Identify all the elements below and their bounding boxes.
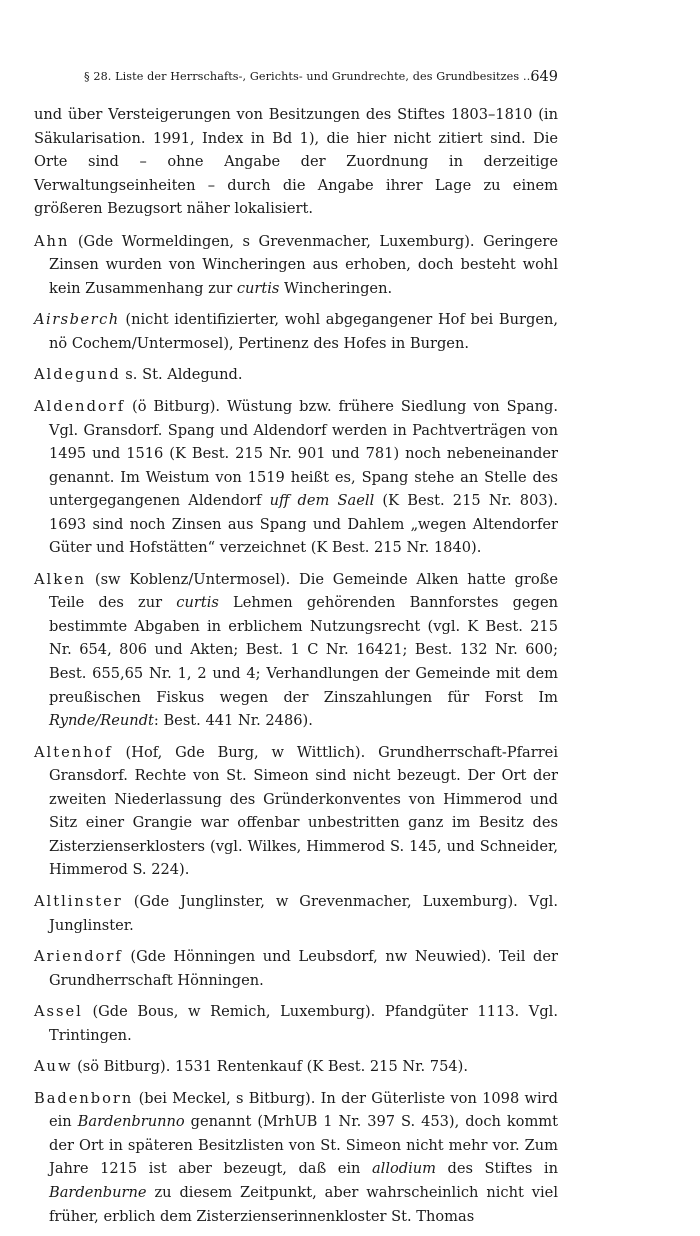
entry-italic-term: allodium [371,1160,437,1178]
entry-headword: Aldendorf [34,398,126,416]
entry-headword: Ariendorf [34,948,123,966]
entry-headword: Badenborn [34,1089,134,1107]
running-header-title: § 28. Liste der Herrschafts-, Gerichts- und Grundrechte, des Grundbesitzes … [84,70,535,83]
entry-italic-term: curtis [176,594,219,612]
entry-headword: Altenhof [34,743,113,761]
entry-italic-term: Rynde/Reundt [49,712,154,730]
entry-headword: Assel [34,1003,83,1021]
entry-text: (ö Bitburg). Wüstung bzw. frühere Siedlung von Spang. Vgl. Gransdorf. Spang und Aldendorf werden in Pachtverträgen von 1495 und 1516 (K Best. 215 Nr. 901 und 781) noch nebeneinander genannt. Im Weistum von 1519 heißt es, Spang stehe an Stelle des untergegangenen Aldendorf [49,398,558,510]
entry-ariendorf [34,945,558,992]
entry-text: (Gde Wormeldingen, s Grevenmacher, Luxemburg). Geringere Zinsen wurden von Wincheringen aus erhoben, doch besteht wohl kein Zusammenhang zur [49,232,558,297]
entry-alken [34,568,558,733]
entry-list [34,230,558,1228]
entry-headword: Airsberch [34,311,120,329]
entry-italic-term: uff dem Saell [269,492,375,510]
entry-airsberch [34,308,558,355]
entry-text: (Hof, Gde Burg, w Wittlich). Grundherrschaft-Pfarrei Gransdorf. Rechte von St. Simeon sind nicht bezeugt. Der Ort der zweiten Niederlassung des Gründerkonventes von Himmerod und Sitz einer Grangie war offenbar unbestritten ganz im Besitz des Zisterzienserklosters (vgl. Wilkes, Himmerod S. 145, und Schneider, Himmerod S. 224). [49,743,558,879]
entry-text: s. St. Aldegund. [120,366,243,384]
entry-ahn [34,230,558,301]
entry-italic-term: Bardenburne [49,1183,147,1201]
entry-headword: Aldegund [34,366,121,384]
entry-text: (K Best. 215 Nr. 803). 1693 sind noch Zinsen aus Spang und Dahlem „wegen Altendorfer Güter und Hofstätten“ verzeichnet (K Best. 215 Nr. 1840). [49,492,558,557]
entry-text: zu diesem Zeitpunkt, aber wahrscheinlich nicht viel früher, erblich dem Zisterzienserinnenkloster St. Thomas [49,1183,558,1225]
entry-text: (Gde Bous, w Remich, Luxemburg). Pfandgüter 1113. Vgl. Trintingen. [49,1003,558,1044]
entry-headword: Alken [34,570,87,588]
entry-text: (Gde Junglinster, w Grevenmacher, Luxemburg). Vgl. Junglinster. [49,892,558,934]
entry-auw [34,1055,558,1079]
entry-text: Wincheringen. [279,279,393,297]
entry-text: Lehmen gehörenden Bannforstes gegen bestimmte Abgaben in erblichem Nutzungsrecht (vgl. K Best. 215 Nr. 654, 806 und Akten; Best. 1 C Nr. 16421; Best. 132 Nr. 600; Best. 655,65 Nr. 1, 2 und 4; Verhandlungen der Gemeinde mit dem preußischen Fiskus wegen der Zinszahlungen für Forst Im [49,594,558,706]
entry-text: (bei Meckel, s Bitburg). In der Güterliste von 1098 wird ein [49,1089,558,1131]
entry-aldendorf [34,395,558,560]
entry-italic-term: curtis [236,279,280,297]
entry-text: genannt (MrhUB 1 Nr. 397 S. 453), doch kommt der Ort in späteren Besitzlisten von St. Simeon nicht mehr vor. Zum Jahre 1215 ist aber bezeugt, daß ein [49,1113,559,1178]
entry-text: des Stiftes in [436,1160,558,1178]
entry-text: (sö Bitburg). 1531 Rentenkauf (K Best. 215 Nr. 754). [72,1058,468,1076]
entry-altlinster [34,890,558,937]
entry-text: (Gde Hönningen und Leubsdorf, nw Neuwied). Teil der Grundherrschaft Hönningen. [49,948,558,989]
entry-italic-term: Bardenbrunno [77,1113,185,1131]
entry-text: : Best. 441 Nr. 2486). [153,712,313,730]
page-body [34,103,558,1236]
entry-headword: Altlinster [34,892,123,910]
entry-altenhof [34,741,558,882]
page-number: 649 [530,69,558,85]
intro-paragraph [34,103,558,221]
entry-text: (sw Koblenz/Untermosel). Die Gemeinde Alken hatte große Teile des zur [49,570,558,612]
entry-headword: Auw [34,1058,73,1076]
intro-text: und über Versteigerungen von Besitzungen des Stiftes 1803–1810 (in Säkularisation. 1991, Index in Bd 1), die hier nicht zitiert sind. Die Orte sind – ohne Angabe der Zuordnung in derzeitige Verwaltungseinheiten – durch die Angabe ihrer Lage zu einem größeren Bezugsort näher lokalisiert. [34,106,558,218]
running-header [84,66,558,88]
entry-aldegund [34,363,558,387]
entry-text: (nicht identifizierter, wohl abgegangener Hof bei Burgen, nö Cochem/Untermosel), Pertinenz des Hofes in Burgen. [49,311,558,352]
entry-assel [34,1000,558,1047]
entry-headword: Ahn [34,232,70,250]
entry-badenborn [34,1087,558,1228]
